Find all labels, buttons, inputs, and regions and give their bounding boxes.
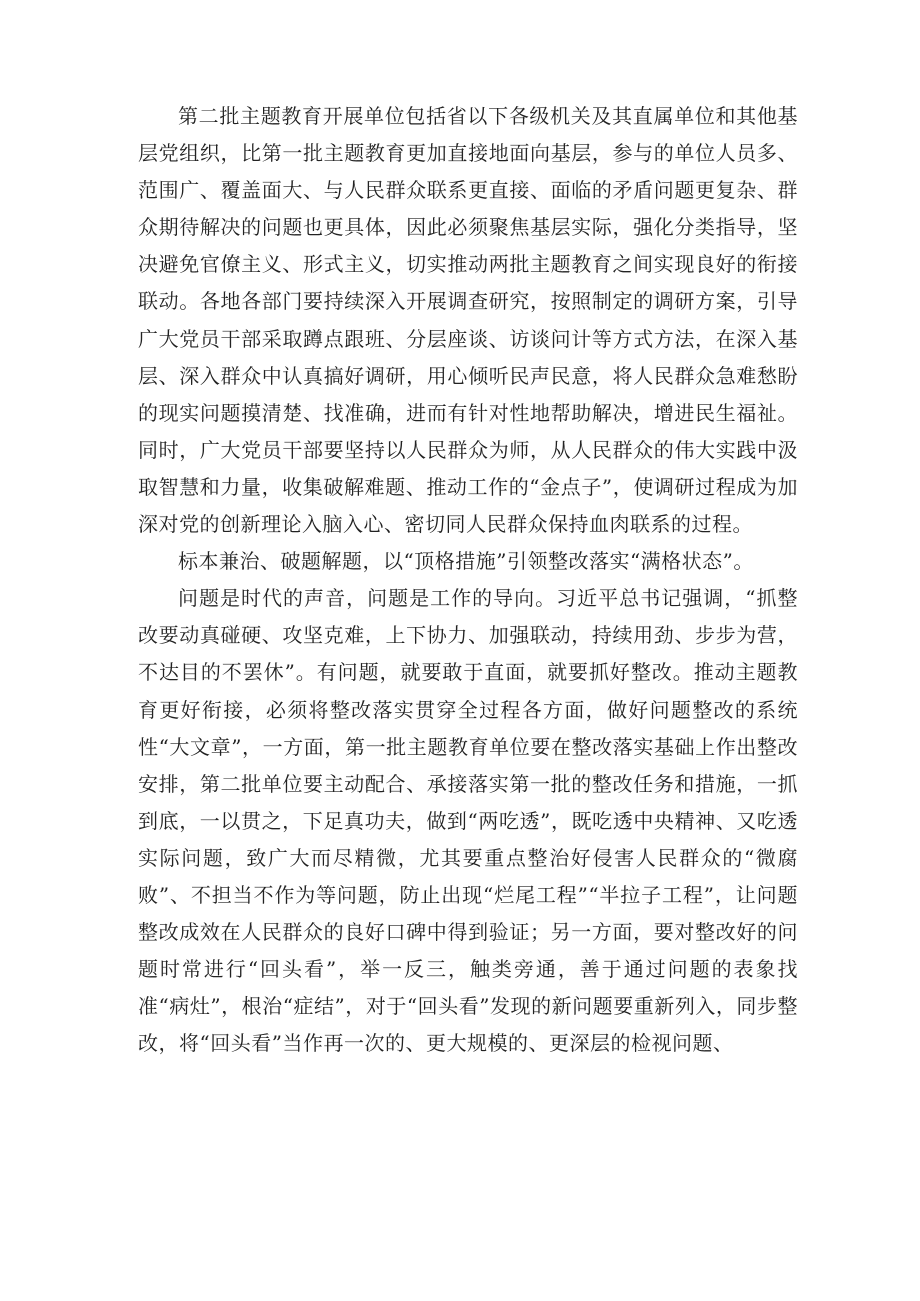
paragraph-3: 问题是时代的声音，问题是工作的导向。习近平总书记强调，“抓整改要动真碰硬、攻坚克难，上下协力、加强联动，持续用劲、步步为营，不达目的不罢休”。有问题，就要敢于直面，就要抓好整改。推动主题教育更好衔接，必须将整改落实贯穿全过程各方面，做好问题整改的系统性“大文章”，一方面，第一批主题教育单位要在整改落实基础上作出整改安排，第二批单位要主动配合、承接落实第一批的整改任务和措施，一抓到底，一以贯之，下足真功夫，做到“两吃透”，既吃透中央精神、又吃透实际问题，致广大而尽精微，尤其要重点整治好侵害人民群众的“微腐败”、不担当不作为等问题，防止出现“烂尾工程”“半拉子工程”，让问题整改成效在人民群众的良好口碑中得到验证；另一方面，要对整改好的问题时常进行“回头看”，举一反三，触类旁通，善于通过问题的表象找准“病灶”，根治“症结”，对于“回头看”发现的新问题要重新列入，同步整改，将“回头看”当作再一次的、更大规模的、更深层的检视问题、 xyxy=(138,586,798,1056)
document-body xyxy=(138,98,798,1062)
paragraph-2-heading: 标本兼治、破题解题，以“顶格措施”引领整改落实“满格状态”。 xyxy=(178,549,754,574)
paragraph-1: 第二批主题教育开展单位包括省以下各级机关及其直属单位和其他基层党组织，比第一批主题教育更加直接地面向基层，参与的单位人员多、范围广、覆盖面大、与人民群众联系更直接、面临的矛盾问题更复杂、群众期待解决的问题也更具体，因此必须聚焦基层实际，强化分类指导，坚决避免官僚主义、形式主义，切实推动两批主题教育之间实现良好的衔接联动。各地各部门要持续深入开展调查研究，按照制定的调研方案，引导广大党员干部采取蹲点跟班、分层座谈、访谈问计等方式方法，在深入基层、深入群众中认真搞好调研，用心倾听民声民意，将人民群众急难愁盼的现实问题摸清楚、找准确，进而有针对性地帮助解决，增进民生福祉。同时，广大党员干部要坚持以人民群众为师，从人民群众的伟大实践中汲取智慧和力量，收集破解难题、推动工作的“金点子”，使调研过程成为加深对党的创新理论入脑入心、密切同人民群众保持血肉联系的过程。 xyxy=(138,104,798,537)
